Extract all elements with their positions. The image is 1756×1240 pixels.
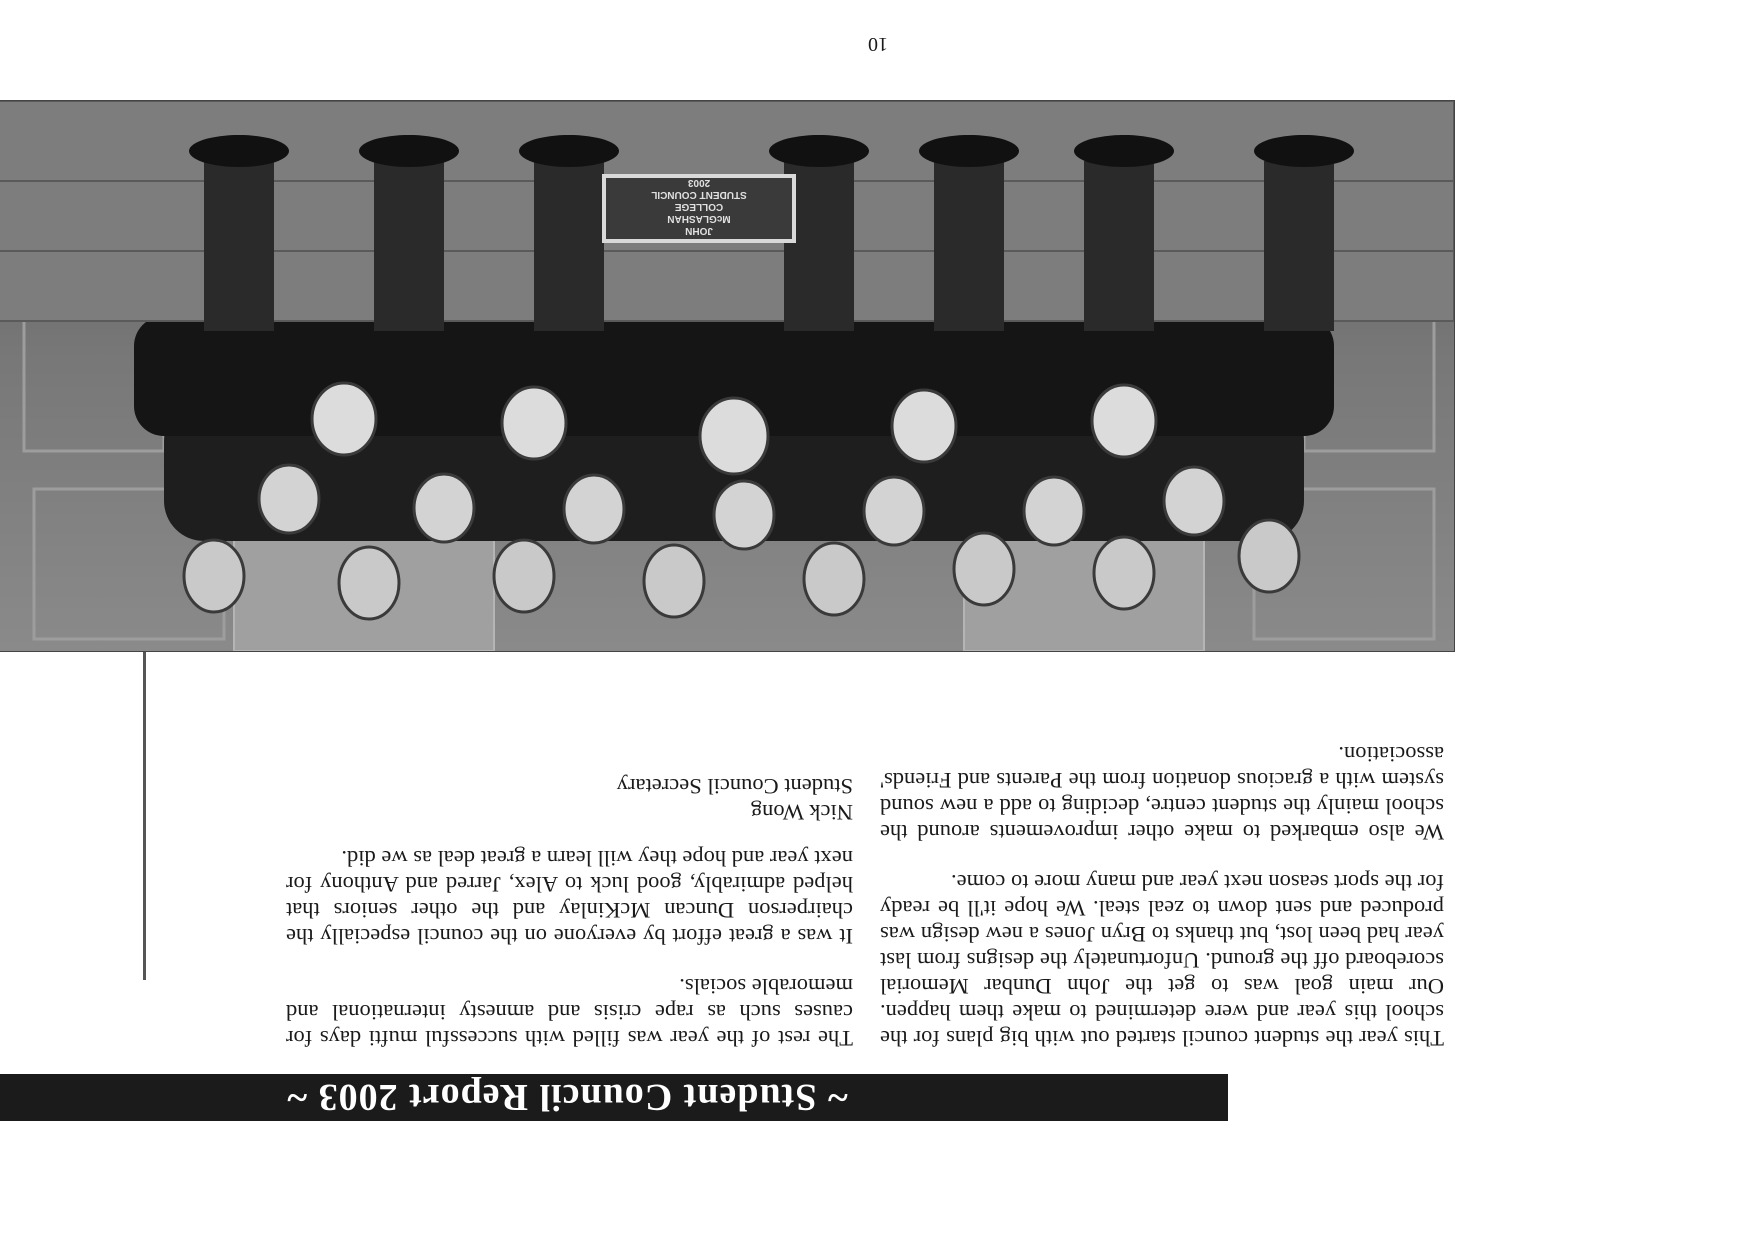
report-heading-banner [0, 1074, 1228, 1121]
sign-line-4: STUDENT COUNCIL [651, 189, 747, 200]
sign-line-3: COLLEGE [674, 201, 724, 212]
left-paragraph-1: This year the student council started out with big plans for the school this year and were determined to make them happen. Our main goal was to get the John Dunbar Memorial scoreboard off the ground. Unfortunately the designs from last year had been lost, but thanks to Bryn Jones a new design was produced and sent down to zeal steal. We hope it'll be ready for the sport season next year and many more to come. [880, 870, 1444, 1051]
signature-name: Nick Wong [750, 800, 853, 825]
sign-line-5: 2003 [687, 177, 711, 188]
report-heading: ~ Student Council Report 2003 ~ [286, 1076, 848, 1119]
right-paragraph-2: It was a great effort by everyone on the council especially the chairperson Duncan McKinlay and the other seniors that helped admirably, good luck to Alex, Jarred and Anthony for next year and hope they will learn a great deal as we did. [286, 846, 853, 949]
right-column [286, 773, 853, 1051]
signature-title: Student Council Secretary [616, 774, 853, 799]
left-paragraph-2: We also embarked to make other improvements around the school mainly the student centre, deciding to add a new sound system with a gracious donation from the Parents and Friends' association. [880, 742, 1444, 845]
sign-line-2: McGLASHAN [667, 213, 731, 224]
right-paragraph-1: The rest of the year was filled with successful mufti days for causes such as rape crisis and amnesty international and memorable socials. [286, 974, 853, 1051]
signature-block [286, 773, 853, 825]
student-council-group-photo [0, 100, 1455, 652]
group-photo-image [0, 101, 1454, 651]
sign-line-1: JOHN [685, 225, 713, 236]
left-column [880, 717, 1444, 1051]
page-number: 10 [868, 33, 888, 55]
